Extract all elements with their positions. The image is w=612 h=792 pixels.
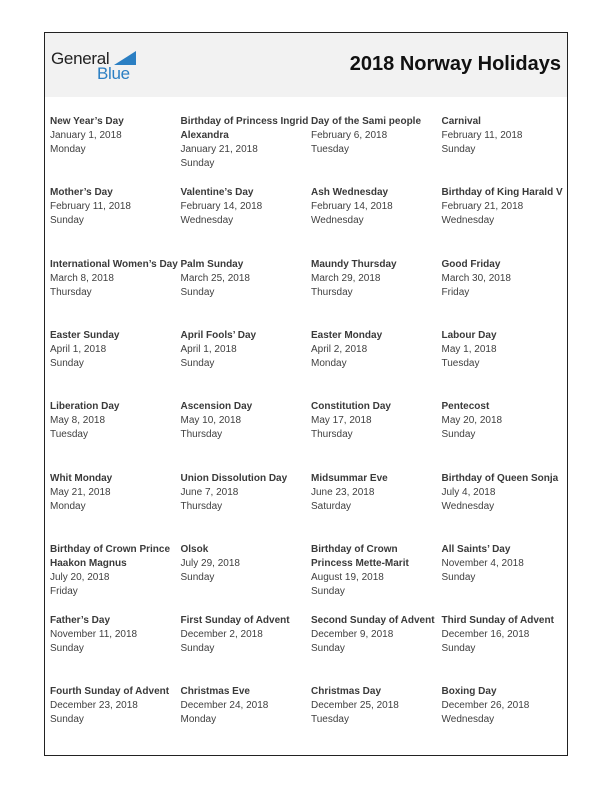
holiday-name: Boxing Day	[441, 686, 497, 698]
holiday-name: Constitution Day	[311, 401, 391, 413]
holiday-name: Christmas Day	[311, 686, 382, 698]
holiday-item	[181, 685, 309, 727]
holiday-item	[442, 472, 570, 514]
holiday-day: Sunday	[180, 286, 215, 298]
holiday-name: Birthday of Crown Prince Haakon Magnus	[50, 543, 171, 569]
holiday-name: Olsok	[180, 543, 209, 555]
holiday-day: Sunday	[50, 714, 84, 726]
holiday-date: July 29, 2018	[180, 557, 240, 569]
holiday-day: Sunday	[180, 571, 215, 583]
holiday-name: Good Friday	[441, 258, 501, 270]
holiday-name: Birthday of Princess Ingrid Alexandra	[180, 116, 309, 141]
holiday-item	[442, 329, 570, 371]
holiday-item	[311, 472, 439, 514]
holiday-item	[181, 186, 309, 228]
holiday-date: December 24, 2018	[180, 700, 269, 712]
holiday-day: Wednesday	[441, 215, 495, 227]
holiday-date: December 9, 2018	[311, 629, 394, 641]
holiday-day: Wednesday	[441, 714, 495, 726]
logo-text-general: General	[51, 49, 110, 68]
holiday-date: May 21, 2018	[50, 486, 111, 498]
holiday-day: Sunday	[311, 643, 345, 655]
holiday-name: Valentine’s Day	[180, 187, 254, 199]
holiday-date: February 14, 2018	[180, 201, 263, 213]
holiday-name: Easter Sunday	[50, 329, 120, 341]
holiday-day: Tuesday	[441, 357, 480, 369]
holiday-day: Sunday	[50, 215, 84, 227]
holiday-name: All Saints’ Day	[441, 543, 511, 555]
holiday-item	[311, 186, 439, 228]
holiday-day: Sunday	[50, 357, 84, 369]
holiday-item	[181, 258, 309, 300]
holiday-date: February 11, 2018	[441, 130, 523, 141]
holiday-name: Liberation Day	[50, 401, 120, 413]
holiday-date: February 21, 2018	[441, 201, 524, 213]
holiday-name: Carnival	[441, 116, 481, 127]
holiday-item	[311, 329, 439, 371]
holiday-day: Sunday	[311, 585, 345, 597]
holiday-item	[50, 472, 178, 514]
holiday-date: May 20, 2018	[441, 415, 503, 427]
holiday-date: June 23, 2018	[311, 486, 375, 498]
holiday-date: April 2, 2018	[311, 343, 368, 355]
holiday-item	[442, 186, 570, 228]
holiday-name: Whit Monday	[50, 472, 113, 484]
holiday-item	[181, 472, 309, 514]
holiday-item	[181, 329, 309, 371]
holiday-day: Saturday	[311, 500, 352, 512]
holiday-day: Wednesday	[441, 500, 495, 512]
holiday-name: Christmas Eve	[180, 686, 250, 698]
holiday-item	[50, 400, 178, 442]
holiday-day: Monday	[180, 714, 217, 726]
holiday-date: November 4, 2018	[441, 557, 524, 569]
holiday-date: February 11, 2018	[50, 201, 131, 213]
holiday-date: May 10, 2018	[180, 415, 242, 427]
holiday-date: January 21, 2018	[180, 144, 258, 155]
holiday-date: April 1, 2018	[180, 343, 237, 355]
holiday-day: Sunday	[441, 571, 476, 583]
holiday-date: May 1, 2018	[441, 343, 497, 355]
holiday-day: Tuesday	[311, 714, 349, 726]
holiday-name: Palm Sunday	[180, 258, 244, 270]
holiday-name: First Sunday of Advent	[180, 615, 290, 627]
holiday-day: Thursday	[50, 286, 92, 298]
holiday-name: New Year’s Day	[50, 116, 124, 127]
holiday-item	[50, 258, 178, 300]
holiday-item	[50, 115, 178, 157]
holiday-day: Sunday	[441, 643, 476, 655]
holiday-item	[50, 186, 178, 228]
holiday-name: Father’s Day	[50, 615, 111, 627]
holiday-date: February 6, 2018	[311, 130, 388, 141]
holiday-name: Birthday of Queen Sonja	[441, 472, 559, 484]
holiday-name: Fourth Sunday of Advent	[50, 686, 170, 698]
holiday-item	[311, 685, 439, 727]
holiday-name: International Women’s Day	[50, 258, 178, 270]
holiday-item	[50, 685, 178, 727]
holiday-item	[442, 258, 570, 300]
holiday-name: Second Sunday of Advent	[311, 615, 435, 627]
holiday-name: Union Dissolution Day	[180, 472, 288, 484]
holiday-day: Monday	[50, 144, 86, 155]
holiday-name: Third Sunday of Advent	[441, 615, 554, 627]
holiday-item	[311, 614, 439, 656]
holiday-item	[181, 400, 309, 442]
holiday-item	[311, 400, 439, 442]
holiday-date: August 19, 2018	[311, 571, 384, 583]
holiday-date: November 11, 2018	[50, 629, 138, 641]
holiday-date: February 14, 2018	[311, 201, 393, 213]
holiday-item	[311, 543, 439, 599]
holiday-day: Friday	[50, 585, 78, 597]
holiday-day: Friday	[441, 286, 470, 298]
holiday-day: Tuesday	[311, 144, 349, 155]
holiday-item	[442, 115, 570, 157]
holiday-date: March 25, 2018	[180, 272, 250, 284]
holiday-day: Sunday	[441, 144, 476, 155]
holiday-item	[181, 614, 309, 656]
logo-text-blue: Blue	[97, 64, 130, 83]
holiday-date: December 16, 2018	[441, 629, 530, 641]
holiday-date: December 2, 2018	[180, 629, 263, 641]
holiday-day: Sunday	[50, 643, 84, 655]
holiday-day: Sunday	[180, 643, 215, 655]
holiday-item	[181, 543, 309, 585]
logo-triangle-icon	[114, 51, 136, 65]
holiday-date: April 1, 2018	[50, 343, 107, 355]
holiday-item	[50, 614, 178, 656]
holiday-day: Sunday	[180, 357, 215, 369]
page-title: 2018 Norway Holidays	[349, 53, 561, 75]
holiday-item	[442, 685, 570, 727]
holiday-name: Birthday of Crown Princess Mette-Marit	[311, 543, 409, 569]
holiday-date: July 4, 2018	[441, 486, 496, 498]
holiday-date: December 23, 2018	[50, 700, 138, 712]
holiday-day: Sunday	[180, 158, 215, 169]
holiday-item	[311, 258, 439, 300]
holiday-day: Thursday	[311, 286, 353, 298]
holiday-name: Easter Monday	[311, 329, 383, 341]
holiday-name: April Fools’ Day	[180, 329, 257, 341]
holiday-date: May 17, 2018	[311, 415, 372, 427]
holiday-item	[442, 614, 570, 656]
holiday-day: Tuesday	[50, 429, 88, 441]
holiday-item	[181, 115, 309, 171]
holiday-name: Day of the Sami people	[311, 116, 422, 127]
holiday-day: Thursday	[180, 500, 223, 512]
holiday-name: Midsummar Eve	[311, 472, 388, 484]
holiday-date: December 26, 2018	[441, 700, 530, 712]
holiday-date: March 8, 2018	[50, 272, 114, 284]
holiday-day: Thursday	[311, 429, 353, 441]
holiday-name: Ash Wednesday	[311, 187, 389, 199]
holiday-date: May 8, 2018	[50, 415, 106, 427]
logo	[51, 49, 141, 85]
holiday-name: Ascension Day	[180, 401, 253, 413]
holiday-day: Wednesday	[311, 215, 364, 227]
holiday-day: Monday	[50, 500, 86, 512]
page-frame	[44, 32, 568, 756]
holiday-date: March 29, 2018	[311, 272, 381, 284]
holiday-name: Maundy Thursday	[311, 258, 397, 270]
holiday-date: July 20, 2018	[50, 571, 110, 583]
holiday-day: Thursday	[180, 429, 223, 441]
holiday-date: March 30, 2018	[441, 272, 511, 284]
holiday-day: Wednesday	[180, 215, 234, 227]
holiday-day: Monday	[311, 357, 347, 369]
header-band	[45, 33, 567, 97]
holiday-item	[311, 115, 439, 157]
holiday-grid	[50, 115, 570, 735]
holiday-day: Sunday	[441, 429, 476, 441]
holiday-item	[50, 329, 178, 371]
holiday-name: Birthday of King Harald V	[441, 187, 563, 199]
holiday-date: December 25, 2018	[311, 700, 399, 712]
holiday-item	[442, 400, 570, 442]
holiday-name: Pentecost	[441, 401, 490, 413]
holiday-date: January 1, 2018	[50, 130, 122, 141]
holiday-name: Mother’s Day	[50, 187, 113, 199]
holiday-date: June 7, 2018	[180, 486, 239, 498]
holiday-item	[442, 543, 570, 585]
holiday-item	[50, 543, 178, 599]
holiday-name: Labour Day	[441, 329, 497, 341]
